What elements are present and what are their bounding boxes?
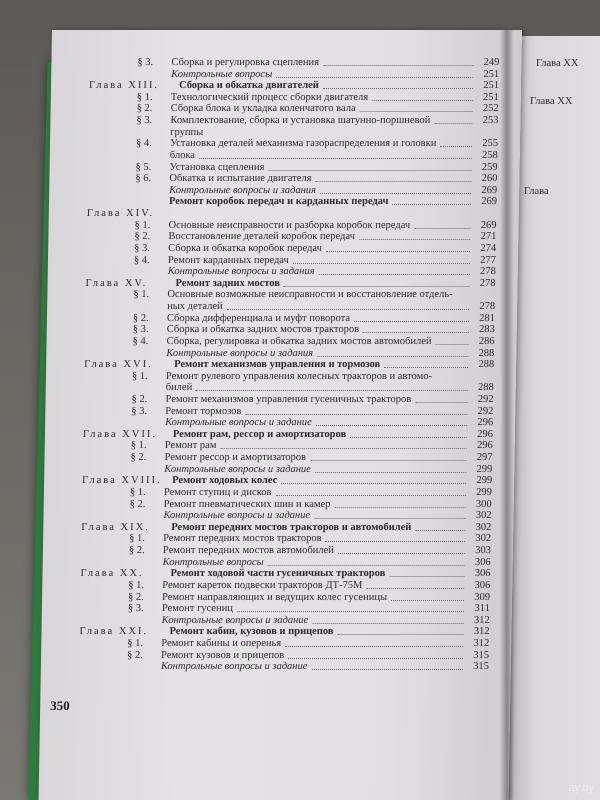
dot-leader (245, 413, 467, 415)
page-ref: 288 (477, 382, 494, 394)
page-ref: 274 (480, 242, 497, 254)
dot-leader (366, 587, 464, 589)
section-number: § 3. (137, 57, 154, 68)
section-number: § 5. (135, 161, 152, 173)
entry-title: Контрольные вопросы и задания (169, 184, 317, 196)
entry-title: Сборка дифференциала и муфт поворота (166, 312, 351, 324)
page-ref: 278 (479, 301, 496, 313)
entry-title: Сборка блока и укладка коленчатого вала (170, 103, 356, 115)
section-number: § 3. (132, 324, 149, 336)
dot-leader (326, 250, 470, 252)
page-ref: 269 (481, 196, 498, 208)
entry-title: Сборка и обкатка задних мостов тракторов (166, 324, 360, 336)
left-page (39, 30, 522, 800)
page-ref: 306 (474, 568, 491, 580)
section-number: § 4. (132, 335, 149, 347)
dot-leader (338, 552, 465, 554)
page-ref: 278 (479, 266, 496, 278)
entry-title: Ремонт рессор и амортизаторов (164, 452, 307, 464)
section-number: § 1. (133, 289, 150, 301)
page-ref: 309 (474, 591, 491, 603)
page-ref: 315 (473, 649, 490, 661)
chapter-label: Глава XX. (80, 568, 144, 580)
dot-leader (440, 145, 472, 147)
page-ref: 299 (476, 475, 493, 487)
section-number: § 6. (135, 173, 152, 185)
entry-title: Технологический процесс сборки двигателя (170, 91, 369, 103)
dot-leader (199, 157, 472, 159)
dot-leader (392, 203, 471, 205)
entry-title: Основные возможные неисправности и восстановление отдель- (167, 289, 453, 301)
dot-leader (325, 540, 465, 542)
page-ref: 286 (478, 335, 495, 347)
dot-leader (415, 227, 471, 229)
page-ref: 269 (480, 219, 497, 231)
entry-title: Ремонт кузовов и прицепов (160, 649, 285, 661)
dot-leader (320, 192, 471, 194)
entry-title: Ремонт задних мостов (175, 277, 281, 289)
page-ref: 259 (481, 161, 498, 173)
dot-leader (276, 76, 473, 78)
dot-leader (281, 482, 466, 484)
dot-leader (312, 668, 463, 670)
dot-leader (285, 645, 463, 647)
dot-leader (323, 64, 473, 66)
page-number: 350 (50, 698, 70, 713)
page-ref: 296 (477, 428, 494, 440)
page-ref: 312 (473, 626, 490, 638)
right-page (508, 36, 600, 800)
entry-title: Ремонт кабины и оперенья (161, 638, 282, 649)
chapter-label: Глава XVI. (84, 359, 153, 371)
dot-leader (389, 575, 464, 577)
dot-leader (372, 99, 473, 101)
dot-leader (276, 494, 466, 496)
entry-title: Контрольные вопросы и задание (164, 463, 311, 475)
entry-title: Ремонт механизмов управления гусеничных тракторов (165, 393, 412, 405)
dot-leader (310, 459, 466, 461)
chapter-label: Глава XIX. (81, 521, 150, 533)
page-ref: 312 (473, 614, 490, 626)
entry-title: Ремонт рам, рессор и амортизаторов (172, 428, 347, 440)
table-of-contents (39, 30, 522, 800)
page-ref: 306 (474, 556, 491, 568)
dot-leader (434, 122, 472, 124)
dot-leader (335, 506, 466, 508)
entry-title: Ремонт карданных передач (167, 254, 289, 266)
page-ref: 258 (481, 149, 498, 161)
page-ref: 249 (483, 57, 500, 68)
dot-leader (363, 331, 469, 333)
right-page-fragment: Глава ХХ (536, 58, 579, 69)
watermark: ay.by (568, 782, 594, 794)
section-number: § 3. (134, 242, 151, 254)
dot-leader (315, 471, 466, 473)
entry-title: Ремонт ходовой части гусеничных тракторов (170, 568, 386, 580)
dot-leader (269, 169, 472, 171)
page-ref: 312 (473, 638, 490, 649)
page-ref: 271 (480, 231, 497, 243)
dot-leader (337, 633, 463, 635)
page-ref: 252 (482, 103, 499, 115)
chapter-label: Глава XXI. (79, 626, 149, 638)
entry-title: Ремонт гусениц (161, 603, 233, 615)
entry-title: Контрольные вопросы и задание (163, 510, 311, 522)
page-ref: 306 (474, 579, 491, 591)
dot-leader (323, 87, 473, 89)
entry-title: Основные неисправности и разборка коробок передач (168, 219, 411, 231)
page-ref: 297 (476, 452, 493, 464)
entry-title: Ремонт передних мостов тракторов (163, 533, 322, 545)
dot-leader (436, 343, 469, 345)
entry-title: Ремонт кабин, кузовов и прицепов (169, 626, 334, 638)
page-ref: 292 (477, 393, 494, 405)
entry-title: Комплектование, сборка и установка шатунно-поршневой (170, 115, 431, 127)
entry-title: Контрольные вопросы и задание (161, 614, 309, 626)
page-ref: 300 (475, 498, 492, 510)
page-ref: 311 (474, 603, 490, 615)
section-number: § 1. (129, 486, 146, 498)
dot-leader (316, 424, 467, 426)
dot-leader (315, 180, 471, 182)
page-ref: 296 (476, 440, 493, 452)
entry-title: Сборка и обкатка двигателей (178, 80, 319, 92)
page-ref: 277 (480, 254, 497, 266)
section-number: § 2. (130, 452, 147, 464)
dot-leader (415, 401, 467, 403)
entry-title: Контрольные вопросы и задание (160, 661, 308, 673)
entry-title: Установка сцепления (169, 161, 265, 173)
entry-title: Ремонт коробок передач и карданных передач (168, 196, 389, 208)
entry-title: Ремонт тормозов (165, 405, 242, 417)
page-ref: 260 (481, 173, 498, 185)
entry-title: Контрольные вопросы и задания (167, 266, 315, 278)
dot-leader (221, 447, 467, 449)
page-ref: 299 (476, 486, 493, 498)
page-ref: 251 (482, 91, 499, 103)
section-number: § 2. (136, 103, 153, 115)
entry-title: Ремонт направляющих и ведущих колес гусеницы (162, 591, 388, 603)
section-number: § 1. (129, 533, 145, 545)
entry-title: Ремонт передних мостов тракторов и автомобилей (171, 521, 412, 533)
entry-title: Ремонт пневматических шин и камер (163, 498, 331, 510)
page-ref: 303 (475, 545, 492, 557)
page-ref: 302 (475, 510, 492, 522)
entry-title: Ремонт передних мостов автомобилей (162, 545, 334, 557)
chapter-label: Глава XV. (85, 277, 148, 289)
section-number: § 1. (128, 579, 145, 591)
dot-leader (293, 262, 470, 264)
entry-title: Ремонт кареток подвески тракторов ДТ-75М (162, 579, 363, 591)
entry-title: Контрольные вопросы (171, 68, 273, 80)
section-number: § 1. (131, 370, 148, 382)
dot-leader (354, 320, 469, 322)
dot-leader (350, 436, 467, 438)
dot-leader (227, 308, 469, 310)
dot-leader (288, 657, 463, 659)
page-ref: 302 (475, 521, 492, 533)
entry-title: Установка деталей механизма газораспределения и головки (169, 138, 437, 150)
right-page-fragment: Глава ХХ (530, 96, 573, 107)
page-ref: 288 (478, 347, 495, 359)
section-number: § 1. (130, 440, 147, 452)
page-ref: 269 (481, 184, 498, 196)
dot-leader (317, 355, 468, 357)
section-number: § 1. (136, 91, 153, 103)
page-ref: 299 (476, 463, 493, 475)
chapter-label: Глава XIV. (86, 208, 155, 220)
entry-title: Контрольные вопросы и задания (166, 347, 314, 359)
page-ref: 292 (477, 405, 494, 417)
dot-leader (314, 517, 465, 519)
book-gutter (500, 30, 514, 800)
chapter-label: Глава XVII. (82, 428, 158, 440)
page-ref: 278 (479, 277, 496, 289)
chapter-label: Глава XIII. (88, 80, 160, 92)
dot-leader (359, 238, 470, 240)
entry-title: Сборка и регулировка сцепления (171, 57, 320, 68)
entry-title: группы (170, 126, 204, 138)
section-number: § 1. (127, 638, 144, 649)
dot-leader (313, 622, 464, 624)
entry-title: Ремонт ходовых колес (172, 475, 278, 487)
entry-title: Сборка и обкатка коробок передач (168, 242, 323, 254)
section-number: § 2. (128, 591, 144, 603)
section-number: § 3. (131, 405, 148, 417)
section-number: § 2. (129, 498, 146, 510)
entry-title: Ремонт ступиц и дисков (163, 486, 272, 498)
dot-leader (319, 273, 470, 275)
page-ref: 251 (483, 68, 500, 80)
section-number: § 2. (132, 312, 149, 324)
dot-leader (237, 610, 464, 612)
dot-leader (284, 285, 470, 287)
page-ref: 281 (479, 312, 496, 324)
entry-title: Сборка, регулировка и обкатка задних мостов автомобилей (166, 335, 432, 347)
section-number: § 4. (135, 138, 152, 150)
section-number: § 2. (128, 545, 145, 557)
entry-title: Контрольные вопросы (162, 556, 264, 568)
section-number: § 2. (126, 649, 143, 661)
dot-leader (268, 564, 465, 566)
dot-leader (415, 529, 465, 531)
page-ref: 251 (483, 80, 500, 92)
entry-title: Ремонт механизмов управления и тормозов (174, 359, 381, 371)
section-number: § 2. (134, 231, 151, 243)
page-ref: 296 (477, 417, 494, 429)
page-ref: 253 (482, 115, 499, 127)
dot-leader (384, 366, 468, 368)
entry-title: Восстановление деталей коробок передач (168, 231, 355, 243)
right-page-fragment: Глава (524, 186, 549, 197)
dot-leader (196, 389, 468, 391)
entry-title: блока (169, 149, 196, 161)
entry-title: Ремонт рулевого управления колесных тракторов и автомо- (165, 370, 433, 382)
entry-title: Ремонт рам (164, 440, 217, 452)
page-ref: 283 (478, 324, 495, 336)
page-ref: 315 (473, 661, 489, 673)
entry-title: Контрольные вопросы и задание (165, 417, 312, 429)
dot-leader (391, 599, 464, 601)
entry-title: Обкатка и испытание двигателя (169, 173, 312, 185)
page-ref: 288 (478, 359, 495, 371)
section-number: § 1. (134, 219, 151, 231)
page-ref: 255 (482, 138, 499, 150)
section-number: § 3. (127, 603, 144, 615)
dot-leader (360, 110, 473, 112)
chapter-label: Глава XVIII. (82, 475, 162, 487)
entry-title: билей (165, 382, 193, 394)
section-number: § 3. (136, 115, 153, 127)
section-number: § 2. (131, 393, 148, 405)
section-number: § 4. (133, 254, 150, 266)
entry-title: ных деталей (167, 301, 223, 313)
page-ref: 302 (475, 533, 492, 545)
